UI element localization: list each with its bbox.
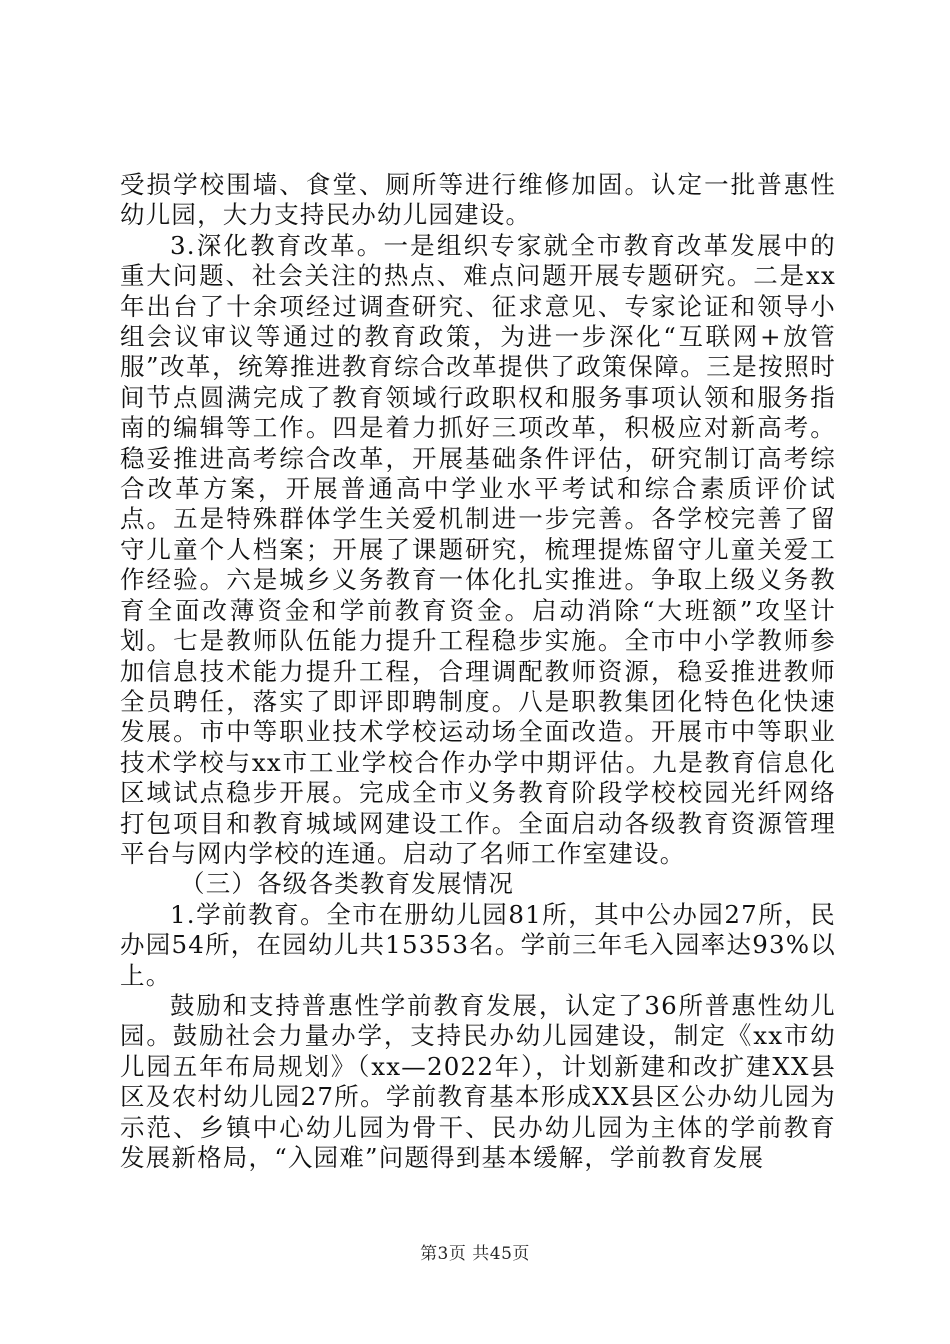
- paragraph-education-reform: 3.深化教育改革。一是组织专家就全市教育改革发展中的重大问题、社会关注的热点、难点问题开展专题研究。二是xx年出台了十余项经过调查研究、征求意见、专家论证和领导小组会议审议等通过的教育政策，为进一步深化“互联网+放管服”改革，统筹推进教育综合改革提供了政策保障。三是按照时间节点圆满完成了教育领域行政职权和服务事项认领和服务指南的编辑等工作。四是着力抓好三项改革，积极应对新高考。稳妥推进高考综合改革，开展基础条件评估，研究制订高考综合改革方案，开展普通高中学业水平考试和综合素质评价试点。五是特殊群体学生关爱机制进一步完善。各学校完善了留守儿童个人档案；开展了课题研究，梳理提炼留守儿童关爱工作经验。六是城乡义务教育一体化扎实推进。争取上级义务教育全面改薄资金和学前教育资金。启动消除“大班额”攻坚计划。七是教师队伍能力提升工程稳步实施。全市中小学教师参加信息技术能力提升工程，合理调配教师资源，稳妥推进教师全员聘任，落实了即评即聘制度。八是职教集团化特色化快速发展。市中等职业技术学校运动场全面改造。开展市中等职业技术学校与xx市工业学校合作办学中期评估。九是教育信息化区域试点稳步开展。完成全市义务教育阶段学校校园光纤网络打包项目和教育城域网建设工作。全面启动各级教育资源管理平台与网内学校的连通。启动了名师工作室建设。: [120, 230, 836, 868]
- paragraph-preschool-education: 1.学前教育。全市在册幼儿园81所，其中公办园27所，民办园54所，在园幼儿共15353名。学前三年毛入园率达93%以上。: [120, 899, 836, 990]
- paragraph-inclusive-kindergartens: 鼓励和支持普惠性学前教育发展，认定了36所普惠性幼儿园。鼓励社会力量办学，支持民办幼儿园建设，制定《xx市幼儿园五年布局规划》（xx—2022年），计划新建和改扩建XX县区及农村幼儿园27所。学前教育基本形成XX县区公办幼儿园为示范、乡镇中心幼儿园为骨干、民办幼儿园为主体的学前教育发展新格局，“入园难”问题得到基本缓解，学前教育发展: [120, 990, 836, 1172]
- document-body: [120, 170, 836, 1173]
- section-heading: （三）各级各类教育发展情况: [180, 869, 515, 899]
- page-footer: 第3页 共45页: [420, 1244, 530, 1264]
- paragraph-continuation: 受损学校围墙、食堂、厕所等进行维修加固。认定一批普惠性幼儿园，大力支持民办幼儿园建设。: [120, 170, 836, 230]
